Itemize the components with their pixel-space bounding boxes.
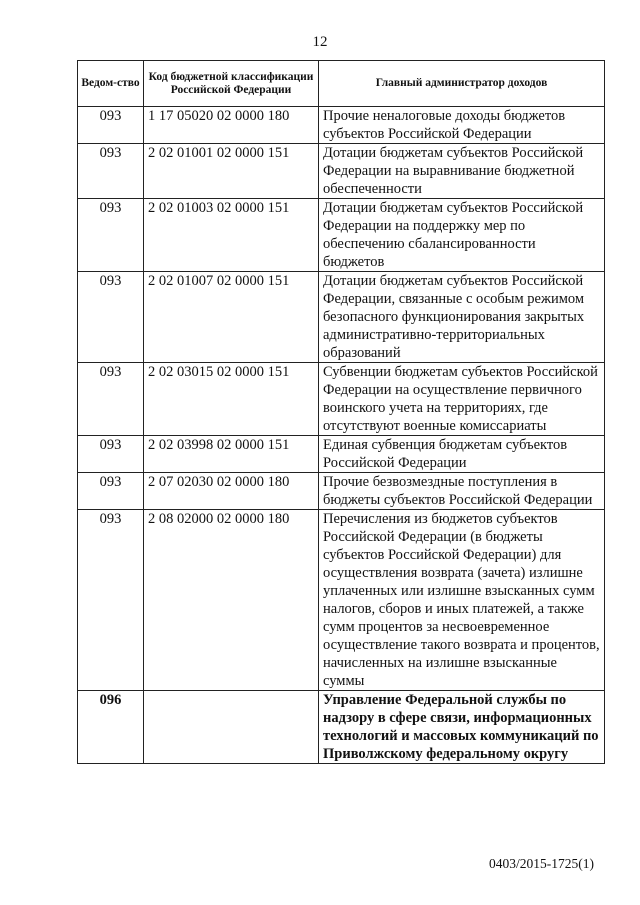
- header-code: Код бюджетной классификации Российской Федерации: [144, 61, 319, 107]
- table-row: [78, 436, 605, 473]
- row-dept: 093: [78, 436, 144, 473]
- row-code: 2 08 02000 02 0000 180: [144, 510, 319, 691]
- row-code: 2 02 03998 02 0000 151: [144, 436, 319, 473]
- row-code: 2 02 01007 02 0000 151: [144, 272, 319, 363]
- row-code: 1 17 05020 02 0000 180: [144, 107, 319, 144]
- table-row-department: [78, 691, 605, 764]
- row-dept: 093: [78, 473, 144, 510]
- header-admin: Главный администратор доходов: [319, 61, 605, 107]
- row-code: 2 07 02030 02 0000 180: [144, 473, 319, 510]
- row-code: 2 02 01001 02 0000 151: [144, 144, 319, 199]
- row-name: Перечисления из бюджетов субъектов Российской Федерации (в бюджеты субъектов Российской Федерации) для осуществления возврата (зачета) излишне уплаченных или излишне взысканных сумм налогов, сборов и иных платежей, а также сумм процентов за несвоевременное осуществление такого возврата и процентов, начисленных на излишне взысканные суммы: [319, 510, 605, 691]
- row-code: 2 02 03015 02 0000 151: [144, 363, 319, 436]
- row-dept: 093: [78, 272, 144, 363]
- row-name: Дотации бюджетам субъектов Российской Федерации на поддержку мер по обеспечению сбалансированности бюджетов: [319, 199, 605, 272]
- table-header-row: [78, 61, 605, 107]
- row-name: Прочие неналоговые доходы бюджетов субъектов Российской Федерации: [319, 107, 605, 144]
- row-dept: 093: [78, 199, 144, 272]
- row-code: [144, 691, 319, 764]
- table-row: [78, 473, 605, 510]
- row-name: Субвенции бюджетам субъектов Российской Федерации на осуществление первичного воинского учета на территориях, где отсутствуют военные комиссариаты: [319, 363, 605, 436]
- revenue-administrators-table: [77, 60, 605, 764]
- row-dept: 093: [78, 510, 144, 691]
- row-dept: 093: [78, 144, 144, 199]
- table-row: [78, 363, 605, 436]
- row-code: 2 02 01003 02 0000 151: [144, 199, 319, 272]
- header-dept: Ведом-ство: [78, 61, 144, 107]
- row-dept: 093: [78, 107, 144, 144]
- document-code: 0403/2015-1725(1): [489, 856, 594, 871]
- page-number: 12: [312, 34, 328, 50]
- table-row: [78, 510, 605, 691]
- row-name: Дотации бюджетам субъектов Российской Федерации на выравнивание бюджетной обеспеченности: [319, 144, 605, 199]
- table-row: [78, 144, 605, 199]
- row-name: Дотации бюджетам субъектов Российской Федерации, связанные с особым режимом безопасного функционирования закрытых административно-территориальных образований: [319, 272, 605, 363]
- table-row: [78, 199, 605, 272]
- row-dept: 093: [78, 363, 144, 436]
- row-name: Прочие безвозмездные поступления в бюджеты субъектов Российской Федерации: [319, 473, 605, 510]
- row-name: Единая субвенция бюджетам субъектов Российской Федерации: [319, 436, 605, 473]
- row-name: Управление Федеральной службы по надзору в сфере связи, информационных технологий и массовых коммуникаций по Приволжскому федеральному округу: [319, 691, 605, 764]
- table-row: [78, 107, 605, 144]
- row-dept: 096: [78, 691, 144, 764]
- table-row: [78, 272, 605, 363]
